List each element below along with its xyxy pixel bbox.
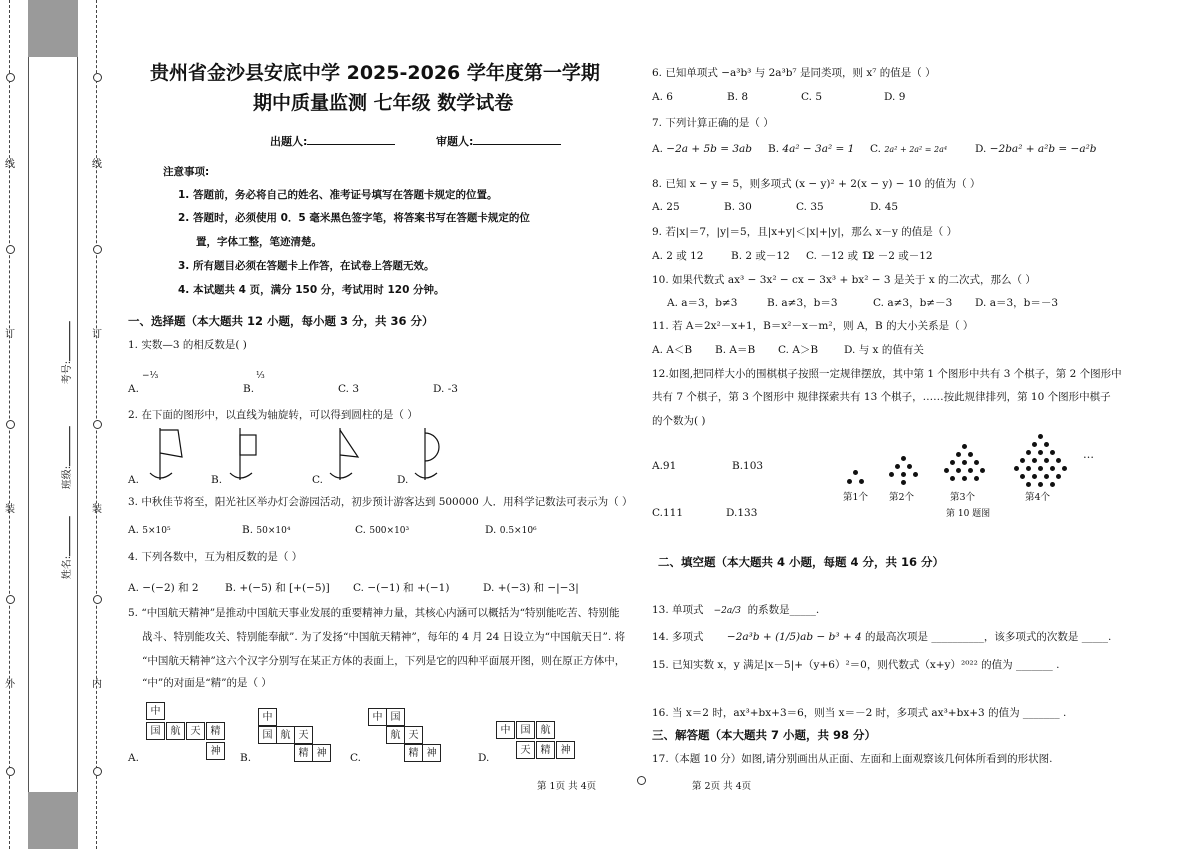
bind-char-xian-inner: 线	[92, 159, 102, 170]
q5-line4: “中”的对面是“精”的是（ ）	[142, 677, 272, 689]
binding-hole	[93, 595, 102, 604]
q8-option-a: A. 25	[652, 201, 680, 213]
net-cell: 天	[294, 726, 313, 744]
q1-option-b-value: ⅓	[256, 371, 265, 381]
net-cell: 国	[146, 722, 165, 740]
q5-line3: “中国航天精神”这六个汉字分别写在某正方体的表面上，下列是它的四种平面展开图，则在原正方体中，	[142, 655, 626, 667]
q5-option-d: D.	[478, 752, 490, 764]
note-item: 3. 所有题目必须在答题卡上作答，在试卷上答题无效。	[178, 260, 435, 272]
notes-heading: 注意事项:	[163, 166, 210, 178]
q2-option-c: C.	[312, 474, 323, 486]
q16: 16. 当 x＝2 时，ax³+bx+3＝6，则当 x＝－2 时，多项式 ax³+bx+3 的值为 _______ .	[652, 707, 1067, 719]
binding-hole	[6, 595, 15, 604]
q12-line1: 12.如图,把同样大小的围棋棋子按照一定规律摆放，其中第 1 个图形中共有 3 个棋子，第 2 个图形中	[652, 368, 1122, 380]
q11-stem: 11. 若 A＝2x²－x+1，B＝x²－x－m²，则 A，B 的大小关系是（ ）	[652, 320, 974, 332]
net-cell: 精	[206, 722, 225, 740]
binding-frame	[28, 57, 78, 792]
q5-option-b: B.	[240, 752, 252, 764]
bind-char-ding-inner: 订	[92, 329, 102, 340]
q17: 17.（本题 10 分）如图,请分别画出从正面、左面和上面观察该几何体所看到的形状图.	[652, 753, 1053, 765]
q4-option-d: D. +(−3) 和 −|−3|	[483, 582, 579, 594]
q4-stem: 4. 下列各数中，互为相反数的是（ ）	[128, 551, 303, 563]
net-cell: 国	[258, 726, 277, 744]
net-cell: 神	[206, 742, 225, 760]
q7-option-c: C. 2a² + 2a² = 2a⁴	[870, 143, 948, 155]
net-cell: 中	[368, 708, 387, 726]
net-cell: 天	[186, 722, 205, 740]
q10-option-c: C. a≠3，b≠－3	[873, 297, 953, 309]
q14: 14. 多项式 −2a³b + (1/5)ab − b³ + 4 的最高次项是 __________，该多项式的次数是 _____.	[652, 631, 1112, 643]
net-cell: 中	[146, 702, 165, 720]
section3-title: 三、解答题（本大题共 7 小题，共 98 分）	[652, 728, 877, 742]
q1-option-a: A.	[128, 383, 139, 395]
binding-hole	[93, 73, 102, 82]
net-cell: 神	[422, 744, 441, 762]
q1-option-d: D. -3	[433, 383, 458, 395]
net-cell: 精	[294, 744, 313, 762]
net-cell: 航	[536, 721, 555, 739]
q2-option-d: D.	[397, 474, 409, 486]
q3-option-d: D. 0.5×10⁶	[485, 524, 537, 536]
q2-figures	[140, 425, 460, 487]
bind-char-ding: 订	[5, 329, 15, 340]
q9-option-c: C. －12 或 12	[806, 250, 875, 262]
field-class[interactable]: 班级:	[58, 426, 73, 489]
q9-option-a: A. 2 或 12	[652, 250, 704, 262]
q12-option-b: B.103	[732, 460, 764, 472]
field-name[interactable]: 姓名:	[58, 516, 73, 579]
net-cell: 精	[404, 744, 423, 762]
net-cell: 精	[536, 741, 555, 759]
q4-option-b: B. +(−5) 和 [+(−5)]	[225, 582, 330, 594]
note-item: 4. 本试题共 4 页，满分 150 分，考试用时 120 分钟。	[178, 284, 445, 296]
q11-option-b: B. A＝B	[715, 344, 756, 356]
page-number-right: 第 2页 共 4页	[692, 781, 752, 792]
q4-option-a: A. −(−2) 和 2	[128, 582, 199, 594]
q15: 15. 已知实数 x，y 满足|x－5|+（y+6）²＝0，则代数式（x+y）²⁰²² 的值为 _______ .	[652, 659, 1060, 671]
q2-option-a: A.	[128, 474, 139, 486]
q3-stem: 3. 中秋佳节将至，阳光社区举办灯会游园活动，初步预计游客达到 500000 人．用科学记数法可表示为（ ）	[128, 496, 633, 508]
q6-option-c: C. 5	[801, 91, 823, 103]
q9-option-b: B. 2 或－12	[731, 250, 790, 262]
q5-line1: 5. “中国航天精神”是推动中国航天事业发展的重要精神力量，其核心内涵可以概括为“特别能吃苦、特别能	[128, 607, 620, 619]
q12-ellipsis: …	[1083, 448, 1094, 461]
q12-line3: 的个数为( )	[652, 415, 706, 427]
q1-stem: 1. 实数—3 的相反数是( )	[128, 339, 247, 351]
q3-option-b: B. 50×10⁴	[242, 524, 291, 536]
note-item: 1. 答题前，务必将自己的姓名、准考证号填写在答题卡规定的位置。	[178, 189, 498, 201]
exam-title-line2: 期中质量监测 七年级 数学试卷	[253, 92, 514, 114]
net-cell: 国	[386, 708, 405, 726]
bind-char-zhuang: 装	[5, 504, 15, 515]
net-cell: 中	[496, 721, 515, 739]
note-item: 置，字体工整，笔迹清楚。	[196, 236, 322, 248]
q1-option-c: C. 3	[338, 383, 360, 395]
q10-option-b: B. a≠3，b＝3	[767, 297, 838, 309]
q9-stem: 9. 若|x|＝7，|y|＝5，且|x+y|＜|x|+|y|，那么 x－y 的值是（ ）	[652, 226, 958, 238]
q1-option-a-value: −⅓	[142, 371, 159, 381]
binding-hole	[93, 245, 102, 254]
q11-option-d: D. 与 x 的值有关	[844, 344, 924, 356]
q12-label-4: 第4个	[1025, 492, 1051, 503]
q6-stem: 6. 已知单项式 −a³b³ 与 2a³b⁷ 是同类项，则 x⁷ 的值是（ ）	[652, 67, 936, 79]
net-cell: 航	[166, 722, 185, 740]
net-cell: 中	[258, 708, 277, 726]
q5-option-a: A.	[128, 752, 139, 764]
q6-option-b: B. 8	[727, 91, 749, 103]
q10-option-a: A. a＝3，b≠3	[667, 297, 738, 309]
binding-hole	[93, 767, 102, 776]
net-cell: 航	[276, 726, 295, 744]
binding-hole	[6, 245, 15, 254]
q13: 13. 单项式 −2a/3 的系数是_____.	[652, 604, 820, 616]
q8-option-d: D. 45	[870, 201, 899, 213]
q7-stem: 7. 下列计算正确的是（ ）	[652, 117, 774, 129]
binding-hole	[6, 420, 15, 429]
q11-option-c: C. A＞B	[778, 344, 819, 356]
q6-option-a: A. 6	[652, 91, 673, 103]
q7-option-b: B. 4a² − 3a² = 1	[768, 143, 855, 155]
q12-option-a: A.91	[652, 460, 677, 472]
center-hole-icon	[637, 776, 646, 785]
q9-option-d: D. －2 或－12	[863, 250, 933, 262]
net-cell: 国	[516, 721, 535, 739]
q12-label-1: 第1个	[843, 492, 869, 503]
q7-option-a: A. −2a + 5b = 3ab	[652, 143, 753, 155]
q8-stem: 8. 已知 x − y = 5，则多项式 (x − y)² + 2(x − y) − 10 的值为（ ）	[652, 178, 981, 190]
q4-option-c: C. −(−1) 和 +(−1)	[353, 582, 450, 594]
q5-line2: 战斗、特别能攻关、特别能奉献”. 为了发扬“中国航天精神”，每年的 4 月 24 日设立为“中国航天日”. 将	[142, 631, 626, 643]
q10-stem: 10. 如果代数式 ax³ − 3x² − cx − 3x³ + bx² − 3 是关于 x 的二次式，那么（ ）	[652, 274, 1036, 286]
binding-hole	[93, 420, 102, 429]
q8-option-b: B. 30	[724, 201, 752, 213]
page-number-left: 第 1页 共 4页	[537, 781, 597, 792]
q12-label-2: 第2个	[889, 492, 915, 503]
q1-option-b: B.	[243, 383, 255, 395]
net-cell: 神	[312, 744, 331, 762]
field-exam-no[interactable]: 考号:	[58, 321, 73, 384]
q12-line2: 共有 7 个棋子，第 3 个图形中 规律探索共有 13 个棋子，……按此规律排列，第 10 个图形中棋子	[652, 391, 1111, 403]
net-cell: 天	[404, 726, 423, 744]
q12-label-3: 第3个	[950, 492, 976, 503]
q8-option-c: C. 35	[796, 201, 824, 213]
q11-option-a: A. A＜B	[652, 344, 693, 356]
q2-stem: 2. 在下面的图形中，以直线为轴旋转，可以得到圆柱的是（ ）	[128, 409, 418, 421]
q7-option-d: D. −2ba² + a²b = −a²b	[975, 143, 1097, 155]
q6-option-d: D. 9	[884, 91, 906, 103]
q3-option-a: A. 5×10⁵	[128, 524, 171, 536]
binding-hole	[6, 73, 15, 82]
q5-option-c: C.	[350, 752, 361, 764]
q10-option-d: D. a＝3，b＝－3	[975, 297, 1059, 309]
section1-title: 一、选择题（本大题共 12 小题，每小题 3 分，共 36 分）	[128, 314, 434, 328]
q3-option-c: C. 500×10³	[355, 524, 410, 536]
bind-char-wai: 外	[5, 679, 15, 690]
bind-char-nei: 内	[92, 679, 102, 690]
section2-title: 二、填空题（本大题共 4 小题，每题 4 分，共 16 分）	[658, 555, 945, 569]
net-cell: 航	[386, 726, 405, 744]
binding-hole	[6, 767, 15, 776]
setter-field: 出题人:	[270, 133, 395, 149]
note-item: 2. 答题时，必须使用 0．5 毫米黑色签字笔，将答案书写在答题卡规定的位	[178, 212, 530, 224]
q2-option-b: B.	[211, 474, 223, 486]
net-cell: 神	[556, 741, 575, 759]
q12-option-d: D.133	[726, 507, 758, 519]
bind-char-zhuang-inner: 装	[92, 504, 102, 515]
reviewer-field: 审题人:	[436, 133, 561, 149]
bind-char-xian: 线	[5, 159, 15, 170]
binding-gray-bottom	[28, 792, 78, 849]
exam-title-line1: 贵州省金沙县安底中学 2025-2026 学年度第一学期	[150, 62, 600, 84]
net-cell: 天	[516, 741, 535, 759]
binding-gray-top	[28, 0, 78, 57]
q12-caption: 第 10 题图	[946, 509, 991, 519]
q12-option-c: C.111	[652, 507, 684, 519]
